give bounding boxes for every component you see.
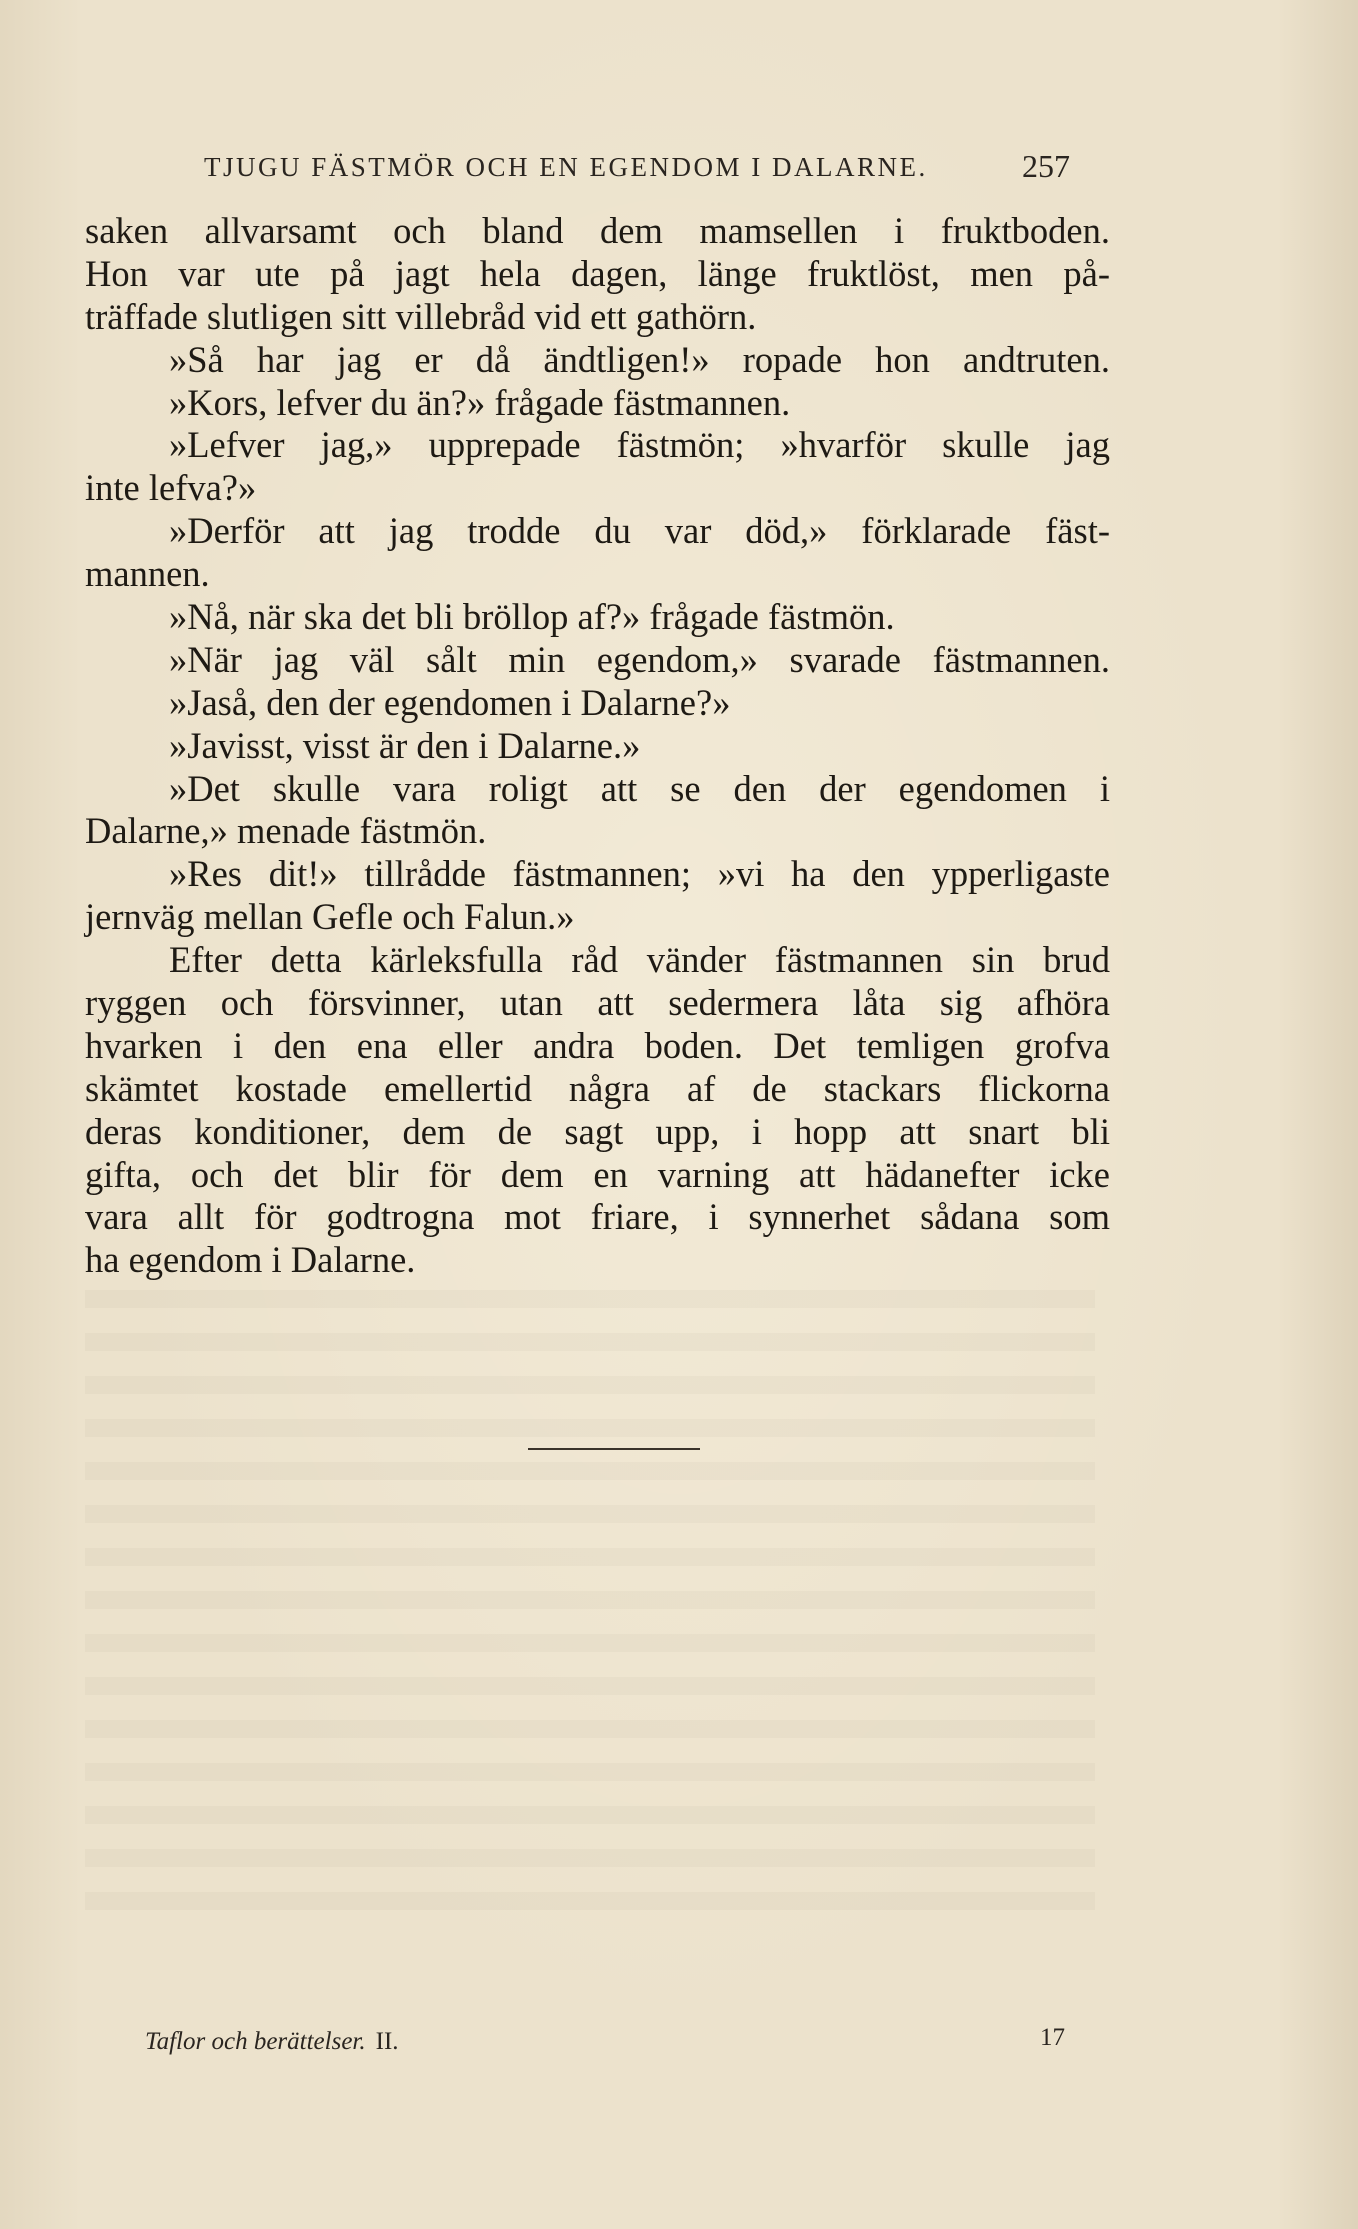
show-through [85, 1290, 1095, 1930]
text-line: »Så har jag er då ändtligen!» ropade hon andtruten. [169, 338, 1110, 380]
text-line: Hon var ute på jagt hela dagen, länge fruktlöst, men på- [85, 252, 1110, 294]
text-line: skämtet kostade emellertid några af de stackars flickorna [85, 1067, 1110, 1109]
text-line: träffade slutligen sitt villebråd vid ett gathörn. [85, 295, 757, 337]
text-line: mannen. [85, 553, 210, 595]
text-line: »Det skulle vara roligt att se den der egendomen i [169, 767, 1110, 809]
text-line: ha egendom i Dalarne. [85, 1239, 416, 1281]
text-line: ryggen och försvinner, utan att sedermera låta sig afhöra [85, 982, 1110, 1024]
section-divider [528, 1448, 700, 1450]
running-title: TJUGU FÄSTMÖR OCH EN EGENDOM I DALARNE. [204, 152, 928, 182]
text-line: gifta, och det blir för dem en varning att hädanefter icke [85, 1153, 1110, 1195]
text-line: »Kors, lefver du än?» frågade fästmannen. [169, 381, 791, 423]
text-line: vara allt för godtrogna mot friare, i synnerhet sådana som [85, 1196, 1110, 1238]
signature-number: 17 [1040, 2024, 1065, 2051]
text-line: »När jag väl sålt min egendom,» svarade fästmannen. [169, 638, 1110, 680]
text-line: »Derför att jag trodde du var död,» förklarade fäst- [169, 510, 1110, 552]
text-line: »Nå, när ska det bli bröllop af?» frågade fästmön. [169, 596, 895, 638]
page-number: 257 [1022, 148, 1070, 184]
text-line: Dalarne,» menade fästmön. [85, 810, 487, 852]
signature-mark [145, 2028, 399, 2056]
text-line: »Jaså, den der egendomen i Dalarne?» [169, 681, 731, 723]
page-footer [145, 2024, 1065, 2064]
text-line: »Lefver jag,» upprepade fästmön; »hvarför skulle jag [169, 424, 1110, 466]
text-line: »Javisst, visst är den i Dalarne.» [169, 724, 641, 766]
body-text [85, 210, 1110, 1282]
text-line: jernväg mellan Gefle och Falun.» [85, 896, 575, 938]
text-line: hvarken i den ena eller andra boden. Det temligen grofva [85, 1024, 1110, 1066]
text-line: Efter detta kärleksfulla råd vänder fästmannen sin brud [169, 939, 1110, 981]
text-line: saken allvarsamt och bland dem mamsellen i fruktboden. [85, 210, 1110, 251]
text-line: »Res dit!» tillrådde fästmannen; »vi ha den ypperligaste [169, 853, 1110, 895]
signature-volume: II. [375, 2028, 399, 2055]
signature-title: Taflor och berättelser. [145, 2028, 366, 2055]
text-line: inte lefva?» [85, 467, 257, 509]
text-line: deras konditioner, dem de sagt upp, i hopp att snart bli [85, 1110, 1110, 1152]
running-head [204, 148, 1070, 188]
